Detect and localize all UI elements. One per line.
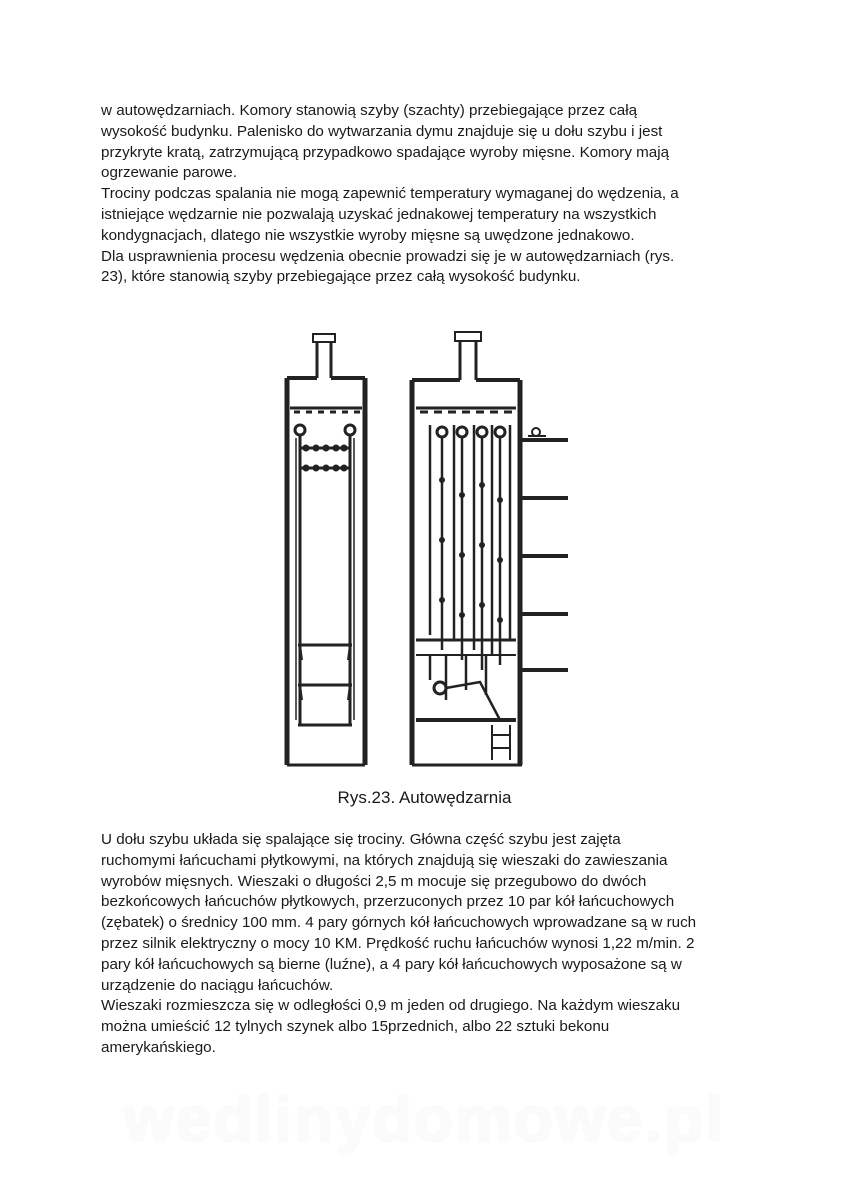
right-shaft-section — [412, 332, 568, 765]
figure-caption: Rys.23. Autowędzarnia — [337, 788, 512, 807]
body-paragraph-bottom: U dołu szybu układa się spalające się trociny. Główna część szybu jest zajęta ruchomymi łańcuchami płytkowymi, na których znajdują się wieszaki do zawieszania wyrobów mięsnych. Wieszaki o długości 2,5 m mocuje się przegubowo do dwóch bezkońcowych łańcuchów płytkowych, przerzuconych przez 10 par kół łańcuchowych (zębatek) o średnicy 100 mm. 4 pary górnych kół łańcuchowych wprowadzane są w ruch przez silnik elektryczny o mocy 10 KM. Prędkość ruchu łańcuchów wynosi 1,22 m/min. 2 pary kół łańcuchowych są bierne (luźne), a 4 pary kół łańcuchowych wyposażone są w urządzenie do naciągu łańcuchów. Wieszaki rozmieszcza się w odległości 0,9 m jeden od drugiego. Na każdym wieszaku można umieścić 12 tylnych szynek albo 15przednich, albo 22 sztuki bekonu amerykańskiego. — [101, 831, 697, 1056]
left-shaft-section — [287, 334, 365, 765]
smokehouse-figure — [270, 320, 590, 775]
body-paragraph-top: w autowędzarniach. Komory stanowią szyby (szachty) przebiegające przez całą wysokość budynku. Palenisko do wytwarzania dymu znajduje się u dołu szybu i jest przykryte kratą, zatrzymującą przypadkowo spadające wyroby mięsne. Komory mają ogrzewanie parowe. Trociny podczas spalania nie mogą zapewnić temperatury wymaganej do wędzenia, a istniejące wędzarnie nie pozwalają uzyskać jednakowej temperatury na wszystkich kondygnacjach, dlatego nie wszystkie wyroby mięsne są uwędzone jednakowo. Dla usprawnienia procesu wędzenia obecnie prowadzi się je w autowędzarniach (rys. 23), które stanowią szyby przebiegające przez całą wysokość budynku. — [101, 102, 679, 286]
smokehouse-drawing — [270, 320, 590, 775]
watermark-text: wedlinydomowe.pl — [124, 1083, 725, 1155]
